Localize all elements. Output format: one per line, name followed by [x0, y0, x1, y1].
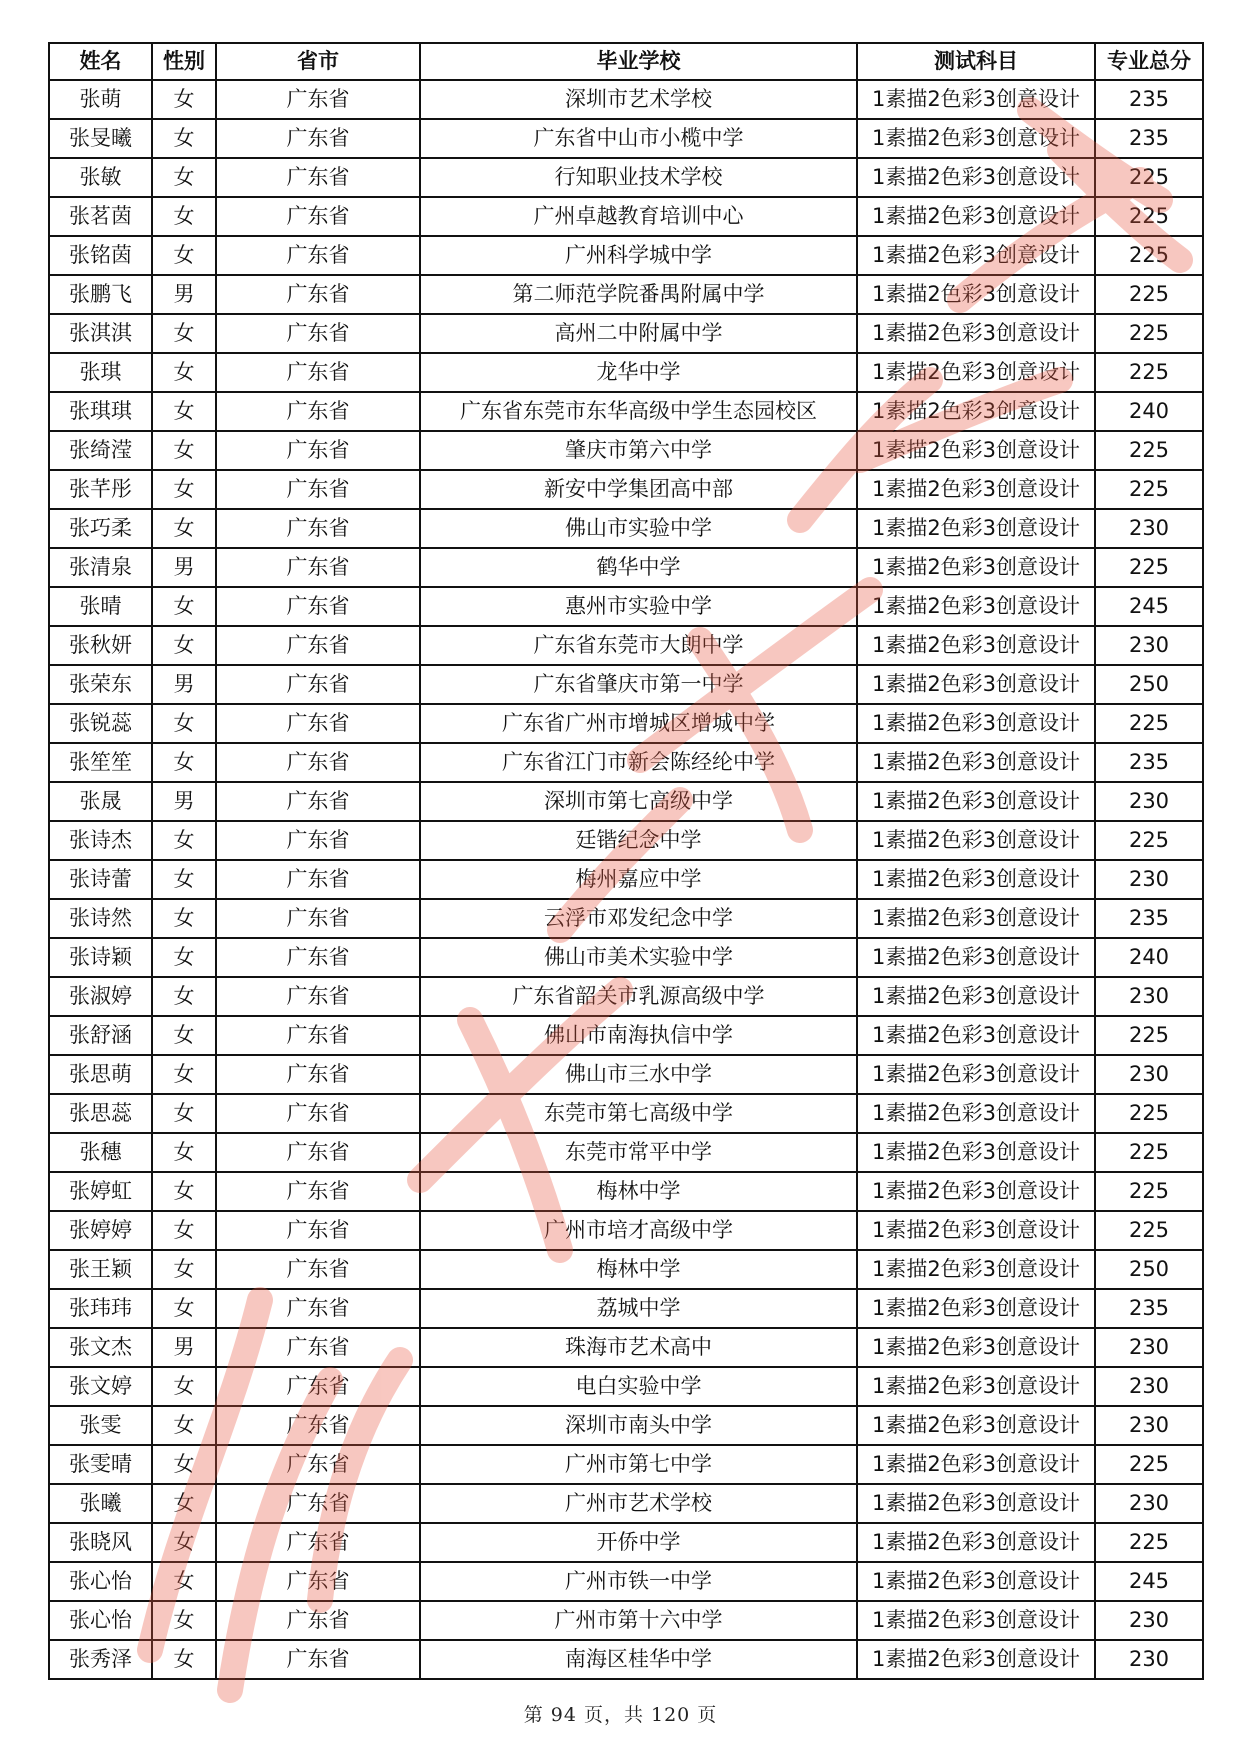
- cell-subjects: 1素描2色彩3创意设计: [857, 1601, 1095, 1640]
- header-subjects: 测试科目: [857, 43, 1095, 80]
- cell-name: 张王颖: [49, 1250, 152, 1289]
- cell-gender: 女: [152, 1250, 216, 1289]
- table-row: [49, 1640, 1203, 1679]
- cell-school: 肇庆市第六中学: [420, 431, 857, 470]
- cell-school: 佛山市实验中学: [420, 509, 857, 548]
- cell-province: 广东省: [216, 1055, 420, 1094]
- cell-total-score: 230: [1095, 1328, 1203, 1367]
- cell-gender: 女: [152, 197, 216, 236]
- cell-total-score: 230: [1095, 509, 1203, 548]
- cell-province: 广东省: [216, 1172, 420, 1211]
- cell-gender: 女: [152, 1367, 216, 1406]
- cell-school: 东莞市第七高级中学: [420, 1094, 857, 1133]
- table-row: [49, 743, 1203, 782]
- cell-school: 广东省中山市小榄中学: [420, 119, 857, 158]
- cell-gender: 女: [152, 899, 216, 938]
- cell-province: 广东省: [216, 236, 420, 275]
- cell-total-score: 225: [1095, 1211, 1203, 1250]
- cell-gender: 女: [152, 977, 216, 1016]
- cell-province: 广东省: [216, 1484, 420, 1523]
- cell-school: 电白实验中学: [420, 1367, 857, 1406]
- cell-total-score: 225: [1095, 275, 1203, 314]
- cell-subjects: 1素描2色彩3创意设计: [857, 392, 1095, 431]
- table-body: [49, 80, 1203, 1679]
- cell-total-score: 225: [1095, 314, 1203, 353]
- table-row: [49, 431, 1203, 470]
- cell-name: 张秋妍: [49, 626, 152, 665]
- cell-total-score: 225: [1095, 236, 1203, 275]
- cell-subjects: 1素描2色彩3创意设计: [857, 899, 1095, 938]
- cell-gender: 女: [152, 860, 216, 899]
- cell-subjects: 1素描2色彩3创意设计: [857, 1094, 1095, 1133]
- cell-school: 广州卓越教育培训中心: [420, 197, 857, 236]
- cell-province: 广东省: [216, 158, 420, 197]
- cell-name: 张舒涵: [49, 1016, 152, 1055]
- table-row: [49, 1133, 1203, 1172]
- cell-name: 张诗颖: [49, 938, 152, 977]
- cell-subjects: 1素描2色彩3创意设计: [857, 1055, 1095, 1094]
- cell-total-score: 225: [1095, 197, 1203, 236]
- cell-gender: 女: [152, 1211, 216, 1250]
- cell-school: 深圳市艺术学校: [420, 80, 857, 119]
- cell-province: 广东省: [216, 509, 420, 548]
- cell-total-score: 235: [1095, 743, 1203, 782]
- table-row: [49, 548, 1203, 587]
- cell-total-score: 225: [1095, 158, 1203, 197]
- cell-gender: 女: [152, 431, 216, 470]
- cell-name: 张思蕊: [49, 1094, 152, 1133]
- cell-total-score: 225: [1095, 470, 1203, 509]
- table-row: [49, 626, 1203, 665]
- cell-subjects: 1素描2色彩3创意设计: [857, 977, 1095, 1016]
- cell-total-score: 225: [1095, 821, 1203, 860]
- cell-total-score: 230: [1095, 1484, 1203, 1523]
- table-row: [49, 275, 1203, 314]
- cell-province: 广东省: [216, 1445, 420, 1484]
- cell-school: 佛山市三水中学: [420, 1055, 857, 1094]
- cell-total-score: 225: [1095, 1094, 1203, 1133]
- cell-name: 张心怡: [49, 1601, 152, 1640]
- cell-name: 张芊彤: [49, 470, 152, 509]
- cell-gender: 女: [152, 743, 216, 782]
- header-row: [49, 43, 1203, 80]
- cell-gender: 女: [152, 704, 216, 743]
- cell-gender: 女: [152, 1289, 216, 1328]
- table-row: [49, 1055, 1203, 1094]
- cell-province: 广东省: [216, 1367, 420, 1406]
- cell-province: 广东省: [216, 80, 420, 119]
- cell-total-score: 235: [1095, 119, 1203, 158]
- cell-name: 张秀泽: [49, 1640, 152, 1679]
- cell-name: 张铭茵: [49, 236, 152, 275]
- table-row: [49, 1172, 1203, 1211]
- cell-gender: 男: [152, 548, 216, 587]
- cell-total-score: 240: [1095, 392, 1203, 431]
- cell-total-score: 230: [1095, 626, 1203, 665]
- cell-school: 广东省东莞市东华高级中学生态园校区: [420, 392, 857, 431]
- cell-province: 广东省: [216, 1133, 420, 1172]
- cell-gender: 女: [152, 1133, 216, 1172]
- cell-province: 广东省: [216, 1289, 420, 1328]
- header-total-score: 专业总分: [1095, 43, 1203, 80]
- cell-name: 张琪: [49, 353, 152, 392]
- cell-name: 张淑婷: [49, 977, 152, 1016]
- cell-school: 梅林中学: [420, 1172, 857, 1211]
- table-row: [49, 782, 1203, 821]
- cell-province: 广东省: [216, 1094, 420, 1133]
- cell-gender: 女: [152, 1094, 216, 1133]
- cell-name: 张荣东: [49, 665, 152, 704]
- cell-province: 广东省: [216, 782, 420, 821]
- cell-province: 广东省: [216, 392, 420, 431]
- cell-gender: 女: [152, 470, 216, 509]
- cell-subjects: 1素描2色彩3创意设计: [857, 665, 1095, 704]
- table-row: [49, 353, 1203, 392]
- header-school: 毕业学校: [420, 43, 857, 80]
- cell-subjects: 1素描2色彩3创意设计: [857, 782, 1095, 821]
- cell-total-score: 235: [1095, 899, 1203, 938]
- cell-gender: 女: [152, 1601, 216, 1640]
- cell-name: 张晟: [49, 782, 152, 821]
- cell-province: 广东省: [216, 938, 420, 977]
- cell-school: 云浮市邓发纪念中学: [420, 899, 857, 938]
- cell-gender: 女: [152, 1562, 216, 1601]
- cell-name: 张婷虹: [49, 1172, 152, 1211]
- cell-subjects: 1素描2色彩3创意设计: [857, 509, 1095, 548]
- cell-subjects: 1素描2色彩3创意设计: [857, 1016, 1095, 1055]
- cell-province: 广东省: [216, 899, 420, 938]
- cell-gender: 男: [152, 1328, 216, 1367]
- table-row: [49, 821, 1203, 860]
- cell-subjects: 1素描2色彩3创意设计: [857, 938, 1095, 977]
- cell-total-score: 230: [1095, 1640, 1203, 1679]
- cell-total-score: 230: [1095, 860, 1203, 899]
- cell-subjects: 1素描2色彩3创意设计: [857, 1562, 1095, 1601]
- header-province: 省市: [216, 43, 420, 80]
- cell-province: 广东省: [216, 1640, 420, 1679]
- cell-subjects: 1素描2色彩3创意设计: [857, 470, 1095, 509]
- cell-school: 广州科学城中学: [420, 236, 857, 275]
- cell-subjects: 1素描2色彩3创意设计: [857, 1328, 1095, 1367]
- cell-province: 广东省: [216, 626, 420, 665]
- table-row: [49, 1562, 1203, 1601]
- table-row: [49, 665, 1203, 704]
- table-row: [49, 1328, 1203, 1367]
- cell-school: 广东省江门市新会陈经纶中学: [420, 743, 857, 782]
- table-row: [49, 80, 1203, 119]
- table-row: [49, 1367, 1203, 1406]
- table-row: [49, 470, 1203, 509]
- cell-province: 广东省: [216, 1601, 420, 1640]
- cell-subjects: 1素描2色彩3创意设计: [857, 626, 1095, 665]
- cell-total-score: 230: [1095, 1406, 1203, 1445]
- cell-school: 高州二中附属中学: [420, 314, 857, 353]
- table-row: [49, 1601, 1203, 1640]
- cell-total-score: 235: [1095, 1289, 1203, 1328]
- cell-province: 广东省: [216, 1016, 420, 1055]
- cell-gender: 女: [152, 1523, 216, 1562]
- cell-subjects: 1素描2色彩3创意设计: [857, 1523, 1095, 1562]
- cell-name: 张心怡: [49, 1562, 152, 1601]
- cell-subjects: 1素描2色彩3创意设计: [857, 860, 1095, 899]
- cell-name: 张玮玮: [49, 1289, 152, 1328]
- cell-gender: 女: [152, 80, 216, 119]
- cell-gender: 男: [152, 665, 216, 704]
- table-row: [49, 977, 1203, 1016]
- cell-total-score: 225: [1095, 1016, 1203, 1055]
- table-row: [49, 587, 1203, 626]
- cell-province: 广东省: [216, 1328, 420, 1367]
- cell-name: 张鹏飞: [49, 275, 152, 314]
- cell-name: 张笙笙: [49, 743, 152, 782]
- cell-name: 张萌: [49, 80, 152, 119]
- cell-school: 惠州市实验中学: [420, 587, 857, 626]
- cell-name: 张诗杰: [49, 821, 152, 860]
- results-table: [48, 42, 1204, 1680]
- cell-school: 深圳市南头中学: [420, 1406, 857, 1445]
- cell-subjects: 1素描2色彩3创意设计: [857, 353, 1095, 392]
- cell-total-score: 225: [1095, 431, 1203, 470]
- table-row: [49, 509, 1203, 548]
- table-row: [49, 704, 1203, 743]
- cell-school: 廷锴纪念中学: [420, 821, 857, 860]
- cell-school: 广州市培才高级中学: [420, 1211, 857, 1250]
- cell-subjects: 1素描2色彩3创意设计: [857, 119, 1095, 158]
- cell-gender: 女: [152, 1172, 216, 1211]
- cell-school: 荔城中学: [420, 1289, 857, 1328]
- cell-name: 张思萌: [49, 1055, 152, 1094]
- cell-total-score: 230: [1095, 977, 1203, 1016]
- table-row: [49, 392, 1203, 431]
- table-row: [49, 899, 1203, 938]
- table-row: [49, 1211, 1203, 1250]
- cell-gender: 女: [152, 1406, 216, 1445]
- cell-gender: 女: [152, 626, 216, 665]
- cell-total-score: 225: [1095, 1133, 1203, 1172]
- cell-province: 广东省: [216, 431, 420, 470]
- cell-gender: 女: [152, 821, 216, 860]
- cell-school: 广州市第十六中学: [420, 1601, 857, 1640]
- cell-province: 广东省: [216, 821, 420, 860]
- table-row: [49, 1445, 1203, 1484]
- cell-subjects: 1素描2色彩3创意设计: [857, 275, 1095, 314]
- cell-subjects: 1素描2色彩3创意设计: [857, 1445, 1095, 1484]
- cell-gender: 女: [152, 1484, 216, 1523]
- cell-total-score: 230: [1095, 1367, 1203, 1406]
- cell-subjects: 1素描2色彩3创意设计: [857, 743, 1095, 782]
- cell-gender: 女: [152, 938, 216, 977]
- table-row: [49, 938, 1203, 977]
- table-row: [49, 1289, 1203, 1328]
- cell-subjects: 1素描2色彩3创意设计: [857, 314, 1095, 353]
- cell-total-score: 230: [1095, 1055, 1203, 1094]
- cell-school: 佛山市美术实验中学: [420, 938, 857, 977]
- cell-total-score: 245: [1095, 1562, 1203, 1601]
- cell-subjects: 1素描2色彩3创意设计: [857, 1406, 1095, 1445]
- cell-gender: 女: [152, 119, 216, 158]
- cell-subjects: 1素描2色彩3创意设计: [857, 587, 1095, 626]
- cell-subjects: 1素描2色彩3创意设计: [857, 197, 1095, 236]
- cell-province: 广东省: [216, 275, 420, 314]
- cell-total-score: 225: [1095, 353, 1203, 392]
- cell-gender: 女: [152, 1640, 216, 1679]
- cell-province: 广东省: [216, 197, 420, 236]
- cell-name: 张文杰: [49, 1328, 152, 1367]
- cell-name: 张婷婷: [49, 1211, 152, 1250]
- cell-name: 张曦: [49, 1484, 152, 1523]
- table-row: [49, 119, 1203, 158]
- table-row: [49, 1250, 1203, 1289]
- table-row: [49, 314, 1203, 353]
- cell-province: 广东省: [216, 665, 420, 704]
- cell-name: 张锐蕊: [49, 704, 152, 743]
- cell-gender: 女: [152, 353, 216, 392]
- cell-total-score: 225: [1095, 1172, 1203, 1211]
- cell-gender: 女: [152, 314, 216, 353]
- cell-gender: 男: [152, 782, 216, 821]
- cell-school: 第二师范学院番禺附属中学: [420, 275, 857, 314]
- cell-school: 新安中学集团高中部: [420, 470, 857, 509]
- page-footer: 第 94 页，共 120 页: [523, 1704, 718, 1726]
- cell-total-score: 230: [1095, 782, 1203, 821]
- cell-school: 广东省东莞市大朗中学: [420, 626, 857, 665]
- cell-school: 佛山市南海执信中学: [420, 1016, 857, 1055]
- cell-school: 广东省肇庆市第一中学: [420, 665, 857, 704]
- table-row: [49, 1016, 1203, 1055]
- cell-subjects: 1素描2色彩3创意设计: [857, 1211, 1095, 1250]
- cell-name: 张绮滢: [49, 431, 152, 470]
- cell-province: 广东省: [216, 704, 420, 743]
- cell-school: 广州市铁一中学: [420, 1562, 857, 1601]
- cell-subjects: 1素描2色彩3创意设计: [857, 704, 1095, 743]
- cell-gender: 女: [152, 236, 216, 275]
- cell-province: 广东省: [216, 314, 420, 353]
- cell-total-score: 245: [1095, 587, 1203, 626]
- cell-name: 张晓风: [49, 1523, 152, 1562]
- cell-total-score: 225: [1095, 1523, 1203, 1562]
- cell-province: 广东省: [216, 119, 420, 158]
- cell-province: 广东省: [216, 587, 420, 626]
- cell-gender: 女: [152, 1055, 216, 1094]
- cell-total-score: 240: [1095, 938, 1203, 977]
- cell-gender: 女: [152, 392, 216, 431]
- cell-gender: 女: [152, 158, 216, 197]
- cell-subjects: 1素描2色彩3创意设计: [857, 821, 1095, 860]
- cell-school: 鹤华中学: [420, 548, 857, 587]
- cell-name: 张雯: [49, 1406, 152, 1445]
- cell-subjects: 1素描2色彩3创意设计: [857, 236, 1095, 275]
- table-row: [49, 1523, 1203, 1562]
- cell-name: 张茗茵: [49, 197, 152, 236]
- cell-subjects: 1素描2色彩3创意设计: [857, 548, 1095, 587]
- cell-province: 广东省: [216, 1406, 420, 1445]
- cell-school: 深圳市第七高级中学: [420, 782, 857, 821]
- cell-province: 广东省: [216, 1562, 420, 1601]
- cell-name: 张清泉: [49, 548, 152, 587]
- cell-subjects: 1素描2色彩3创意设计: [857, 80, 1095, 119]
- cell-total-score: 250: [1095, 1250, 1203, 1289]
- cell-subjects: 1素描2色彩3创意设计: [857, 1172, 1095, 1211]
- cell-province: 广东省: [216, 1250, 420, 1289]
- cell-school: 广东省韶关市乳源高级中学: [420, 977, 857, 1016]
- table-row: [49, 158, 1203, 197]
- cell-province: 广东省: [216, 1523, 420, 1562]
- cell-total-score: 230: [1095, 1601, 1203, 1640]
- cell-province: 广东省: [216, 1211, 420, 1250]
- table-row: [49, 1406, 1203, 1445]
- cell-total-score: 225: [1095, 1445, 1203, 1484]
- cell-school: 梅林中学: [420, 1250, 857, 1289]
- table-header: [49, 43, 1203, 80]
- cell-name: 张诗然: [49, 899, 152, 938]
- cell-province: 广东省: [216, 977, 420, 1016]
- cell-name: 张雯晴: [49, 1445, 152, 1484]
- table-row: [49, 236, 1203, 275]
- cell-subjects: 1素描2色彩3创意设计: [857, 1289, 1095, 1328]
- cell-province: 广东省: [216, 548, 420, 587]
- cell-name: 张穗: [49, 1133, 152, 1172]
- cell-total-score: 250: [1095, 665, 1203, 704]
- cell-subjects: 1素描2色彩3创意设计: [857, 431, 1095, 470]
- cell-subjects: 1素描2色彩3创意设计: [857, 1484, 1095, 1523]
- cell-total-score: 235: [1095, 80, 1203, 119]
- cell-name: 张巧柔: [49, 509, 152, 548]
- cell-school: 东莞市常平中学: [420, 1133, 857, 1172]
- cell-school: 开侨中学: [420, 1523, 857, 1562]
- cell-total-score: 225: [1095, 548, 1203, 587]
- cell-school: 广州市第七中学: [420, 1445, 857, 1484]
- header-name: 姓名: [49, 43, 152, 80]
- table-row: [49, 197, 1203, 236]
- cell-school: 广东省广州市增城区增城中学: [420, 704, 857, 743]
- cell-subjects: 1素描2色彩3创意设计: [857, 1640, 1095, 1679]
- cell-name: 张琪琪: [49, 392, 152, 431]
- cell-name: 张敏: [49, 158, 152, 197]
- cell-name: 张诗蕾: [49, 860, 152, 899]
- cell-gender: 男: [152, 275, 216, 314]
- cell-name: 张旻曦: [49, 119, 152, 158]
- cell-name: 张文婷: [49, 1367, 152, 1406]
- table-row: [49, 860, 1203, 899]
- cell-name: 张晴: [49, 587, 152, 626]
- cell-gender: 女: [152, 1445, 216, 1484]
- cell-school: 龙华中学: [420, 353, 857, 392]
- cell-subjects: 1素描2色彩3创意设计: [857, 1367, 1095, 1406]
- cell-subjects: 1素描2色彩3创意设计: [857, 1133, 1095, 1172]
- cell-province: 广东省: [216, 743, 420, 782]
- cell-subjects: 1素描2色彩3创意设计: [857, 1250, 1095, 1289]
- table-row: [49, 1484, 1203, 1523]
- cell-school: 行知职业技术学校: [420, 158, 857, 197]
- cell-school: 南海区桂华中学: [420, 1640, 857, 1679]
- cell-subjects: 1素描2色彩3创意设计: [857, 158, 1095, 197]
- cell-gender: 女: [152, 509, 216, 548]
- cell-school: 珠海市艺术高中: [420, 1328, 857, 1367]
- header-gender: 性别: [152, 43, 216, 80]
- cell-province: 广东省: [216, 860, 420, 899]
- cell-province: 广东省: [216, 470, 420, 509]
- cell-gender: 女: [152, 1016, 216, 1055]
- cell-name: 张淇淇: [49, 314, 152, 353]
- cell-gender: 女: [152, 587, 216, 626]
- cell-school: 梅州嘉应中学: [420, 860, 857, 899]
- table-row: [49, 1094, 1203, 1133]
- cell-school: 广州市艺术学校: [420, 1484, 857, 1523]
- cell-province: 广东省: [216, 353, 420, 392]
- cell-total-score: 225: [1095, 704, 1203, 743]
